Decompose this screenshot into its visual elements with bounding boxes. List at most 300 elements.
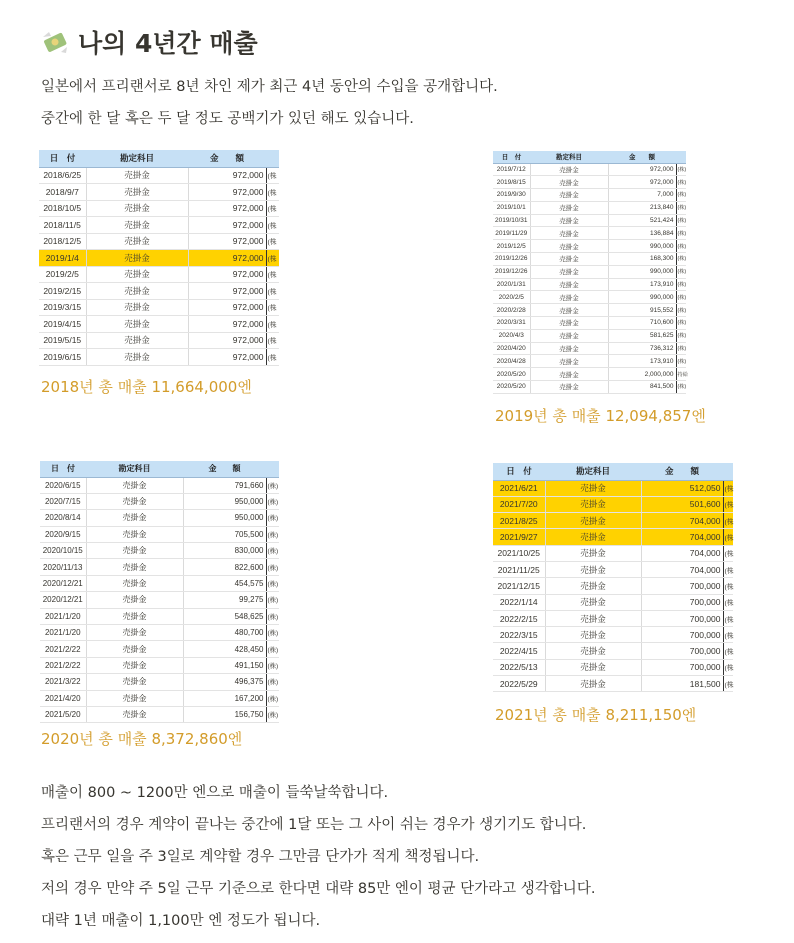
cell-account: 売掛金: [530, 265, 608, 278]
cell-date: 2018/6/25: [39, 167, 86, 184]
table-row: [493, 643, 733, 659]
cell-client: (株): [266, 706, 279, 722]
cell-account: 売掛金: [530, 317, 608, 330]
cell-date: 2022/2/15: [493, 610, 545, 626]
cell-amount: 972,000: [188, 200, 266, 217]
cell-amount: 950,000: [183, 493, 266, 509]
cell-account: 売掛金: [86, 200, 188, 217]
cell-client: (株): [266, 657, 279, 673]
intro-paragraph-1: 일본에서 프리랜서로 8년 차인 제가 최근 4년 동안의 수입을 공개합니다.: [41, 79, 498, 95]
table-row: [40, 674, 279, 690]
table-row: [493, 513, 733, 529]
cell-account: 売掛金: [530, 278, 608, 291]
table-row: [493, 529, 733, 545]
intro-paragraph-2: 중간에 한 달 혹은 두 달 정도 공백기가 있던 해도 있습니다.: [41, 111, 414, 127]
cell-client: (株): [266, 493, 279, 509]
cell-date: 2021/8/25: [493, 513, 545, 529]
table-row: [493, 545, 733, 561]
cell-account: 売掛金: [530, 227, 608, 240]
cell-amount: 136,884: [608, 227, 676, 240]
table-row: [39, 266, 279, 283]
table-row: [40, 641, 279, 657]
cell-amount: 496,375: [183, 674, 266, 690]
cell-date: 2021/1/20: [40, 608, 86, 624]
table-row: [39, 217, 279, 234]
table-row: [493, 659, 733, 675]
cell-client: (株): [266, 641, 279, 657]
cell-client: (株): [676, 265, 686, 278]
total-caption-2020: 2020년 총 매출 8,372,860엔: [41, 730, 243, 748]
cell-amount: 700,000: [641, 659, 723, 675]
cell-account: 売掛金: [530, 329, 608, 342]
table-row: [40, 559, 279, 575]
cell-amount: 972,000: [188, 184, 266, 201]
cell-account: 売掛金: [86, 526, 183, 542]
cell-amount: 173,910: [608, 355, 676, 368]
cell-account: 売掛金: [86, 233, 188, 250]
cell-amount: 972,000: [188, 167, 266, 184]
table-row: [493, 368, 686, 381]
cell-date: 2019/4/15: [39, 316, 86, 333]
cell-account: 売掛金: [86, 674, 183, 690]
table-row: [40, 690, 279, 706]
cell-amount: 704,000: [641, 561, 723, 577]
ledger-table: [493, 463, 733, 692]
cell-account: 売掛金: [86, 217, 188, 234]
table-row: [40, 493, 279, 509]
table-row: [493, 304, 686, 317]
header-date: 日 付: [40, 461, 86, 477]
cell-amount: 830,000: [183, 543, 266, 559]
ledger-table: [39, 150, 279, 366]
cell-amount: 822,600: [183, 559, 266, 575]
cell-client: (株: [723, 594, 733, 610]
cell-client: (株: [266, 184, 279, 201]
cell-account: 売掛金: [545, 545, 641, 561]
cell-account: 売掛金: [86, 493, 183, 509]
table-row: [493, 201, 686, 214]
cell-account: 売掛金: [545, 627, 641, 643]
cell-account: 売掛金: [530, 163, 608, 176]
cell-amount: 990,000: [608, 265, 676, 278]
cell-date: 2019/2/5: [39, 266, 86, 283]
table-row: [40, 625, 279, 641]
cell-date: 2019/10/31: [493, 214, 530, 227]
cell-client: (株): [676, 214, 686, 227]
header-account: 勘定科目: [86, 461, 183, 477]
cell-date: 2020/8/14: [40, 510, 86, 526]
table-row: [493, 265, 686, 278]
table-row: [493, 355, 686, 368]
cell-amount: 700,000: [641, 594, 723, 610]
table-row: [40, 477, 279, 493]
money-with-wings-icon: [40, 27, 70, 57]
cell-date: 2021/6/21: [493, 480, 545, 496]
cell-date: 2020/5/20: [493, 381, 530, 394]
cell-date: 2022/4/15: [493, 643, 545, 659]
table-row: [493, 163, 686, 176]
cell-date: 2020/4/28: [493, 355, 530, 368]
cell-account: 売掛金: [86, 510, 183, 526]
table-row: [39, 283, 279, 300]
page-title: 나의 4년간 매출: [78, 29, 258, 58]
cell-date: 2020/11/13: [40, 559, 86, 575]
table-row: [493, 240, 686, 253]
cell-client: (株: [723, 513, 733, 529]
cell-account: 売掛金: [86, 332, 188, 349]
cell-client: 持給: [676, 368, 686, 381]
cell-amount: 700,000: [641, 578, 723, 594]
header-date: 日 付: [493, 151, 530, 163]
cell-client: (株: [266, 316, 279, 333]
table-row: [40, 543, 279, 559]
cell-date: 2019/1/4: [39, 250, 86, 267]
cell-date: 2021/2/22: [40, 641, 86, 657]
cell-amount: 791,660: [183, 477, 266, 493]
cell-amount: 700,000: [641, 610, 723, 626]
cell-date: 2020/4/20: [493, 342, 530, 355]
cell-account: 売掛金: [545, 480, 641, 496]
cell-amount: 705,500: [183, 526, 266, 542]
cell-client: (株: [723, 676, 733, 692]
cell-account: 売掛金: [545, 643, 641, 659]
cell-client: (株: [266, 250, 279, 267]
cell-amount: 181,500: [641, 676, 723, 692]
cell-account: 売掛金: [545, 676, 641, 692]
cell-date: 2021/2/22: [40, 657, 86, 673]
table-row: [493, 176, 686, 189]
header-amount: 金 額: [641, 463, 723, 480]
table-row: [40, 592, 279, 608]
cell-account: 売掛金: [530, 342, 608, 355]
header-account: 勘定科目: [545, 463, 641, 480]
total-caption-2019: 2019년 총 매출 12,094,857엔: [495, 407, 706, 425]
cell-client: (株: [723, 578, 733, 594]
cell-account: 売掛金: [530, 214, 608, 227]
cell-date: 2022/1/14: [493, 594, 545, 610]
cell-amount: 213,840: [608, 201, 676, 214]
table-row: [493, 291, 686, 304]
cell-account: 売掛金: [545, 561, 641, 577]
cell-date: 2020/4/3: [493, 329, 530, 342]
table-row: [40, 657, 279, 673]
table-row: [39, 316, 279, 333]
cell-date: 2019/5/15: [39, 332, 86, 349]
cell-amount: 972,000: [188, 299, 266, 316]
cell-amount: 2,000,000: [608, 368, 676, 381]
cell-client: (株: [266, 349, 279, 366]
cell-client: (株): [266, 477, 279, 493]
table-row: [493, 627, 733, 643]
cell-account: 売掛金: [86, 575, 183, 591]
cell-date: 2020/9/15: [40, 526, 86, 542]
cell-amount: 704,000: [641, 529, 723, 545]
table-row: [493, 496, 733, 512]
cell-date: 2019/9/30: [493, 189, 530, 202]
cell-amount: 704,000: [641, 513, 723, 529]
cell-amount: 156,750: [183, 706, 266, 722]
cell-account: 売掛金: [530, 176, 608, 189]
cell-amount: 972,000: [188, 233, 266, 250]
cell-account: 売掛金: [86, 167, 188, 184]
cell-client: (株): [266, 575, 279, 591]
cell-amount: 972,000: [188, 332, 266, 349]
cell-date: 2022/5/29: [493, 676, 545, 692]
cell-client: (株): [266, 674, 279, 690]
cell-date: 2020/2/28: [493, 304, 530, 317]
cell-client: (株: [266, 332, 279, 349]
cell-amount: 491,150: [183, 657, 266, 673]
outro-paragraph-3: 혹은 근무 일을 주 3일로 계약할 경우 그만큼 단가가 적게 책정됩니다.: [41, 849, 480, 865]
cell-client: (株: [266, 283, 279, 300]
cell-amount: 480,700: [183, 625, 266, 641]
cell-client: (株: [723, 627, 733, 643]
table-row: [493, 480, 733, 496]
cell-amount: 972,000: [188, 217, 266, 234]
table-row: [39, 200, 279, 217]
table-row: [493, 610, 733, 626]
ledger-screenshot-2021: [493, 463, 733, 693]
cell-account: 売掛金: [86, 690, 183, 706]
cell-amount: 512,050: [641, 480, 723, 496]
cell-amount: 972,000: [188, 266, 266, 283]
table-row: [493, 594, 733, 610]
cell-amount: 7,000: [608, 189, 676, 202]
cell-client: (株): [676, 329, 686, 342]
cell-date: 2021/4/20: [40, 690, 86, 706]
cell-date: 2019/10/1: [493, 201, 530, 214]
cell-account: 売掛金: [545, 610, 641, 626]
table-row: [493, 676, 733, 692]
cell-client: (株): [676, 381, 686, 394]
header-account: 勘定科目: [530, 151, 608, 163]
cell-date: 2019/7/12: [493, 163, 530, 176]
cell-amount: 700,000: [641, 643, 723, 659]
cell-client: (株: [266, 167, 279, 184]
cell-account: 売掛金: [545, 496, 641, 512]
cell-amount: 521,424: [608, 214, 676, 227]
cell-client: (株: [723, 496, 733, 512]
cell-date: 2021/11/25: [493, 561, 545, 577]
cell-client: (株: [723, 480, 733, 496]
cell-client: (株: [723, 643, 733, 659]
cell-client: (株: [266, 266, 279, 283]
table-row: [39, 167, 279, 184]
table-row: [39, 299, 279, 316]
ledger-screenshot-2020: [40, 461, 279, 720]
cell-amount: 990,000: [608, 291, 676, 304]
cell-amount: 710,600: [608, 317, 676, 330]
cell-account: 売掛金: [530, 368, 608, 381]
cell-date: 2021/1/20: [40, 625, 86, 641]
ledger-table: [493, 151, 686, 394]
cell-client: (株): [266, 592, 279, 608]
cell-account: 売掛金: [545, 594, 641, 610]
cell-date: 2020/2/5: [493, 291, 530, 304]
cell-date: 2020/3/31: [493, 317, 530, 330]
cell-date: 2019/8/15: [493, 176, 530, 189]
table-row: [493, 342, 686, 355]
cell-client: (株: [723, 561, 733, 577]
cell-client: (株): [676, 201, 686, 214]
cell-account: 売掛金: [530, 291, 608, 304]
table-row: [40, 510, 279, 526]
cell-account: 売掛金: [545, 659, 641, 675]
cell-client: (株): [676, 304, 686, 317]
cell-account: 売掛金: [530, 253, 608, 266]
cell-client: (株: [723, 529, 733, 545]
cell-amount: 841,500: [608, 381, 676, 394]
cell-date: 2020/12/21: [40, 575, 86, 591]
ledger-screenshot-2019: [493, 151, 686, 393]
cell-date: 2021/12/15: [493, 578, 545, 594]
cell-amount: 915,552: [608, 304, 676, 317]
cell-client: (株): [266, 625, 279, 641]
table-row: [39, 184, 279, 201]
table-row: [493, 227, 686, 240]
cell-account: 売掛金: [86, 625, 183, 641]
cell-amount: 700,000: [641, 627, 723, 643]
cell-date: 2019/3/15: [39, 299, 86, 316]
cell-account: 売掛金: [86, 641, 183, 657]
page-title-row: [40, 22, 258, 62]
cell-date: 2018/12/5: [39, 233, 86, 250]
cell-client: (株): [676, 163, 686, 176]
total-caption-2018: 2018년 총 매출 11,664,000엔: [41, 378, 252, 396]
cell-date: 2019/6/15: [39, 349, 86, 366]
total-caption-2021: 2021년 총 매출 8,211,150엔: [495, 706, 697, 724]
cell-account: 売掛金: [86, 283, 188, 300]
cell-date: 2021/9/27: [493, 529, 545, 545]
cell-date: 2020/7/15: [40, 493, 86, 509]
table-row: [40, 706, 279, 722]
cell-amount: 173,910: [608, 278, 676, 291]
cell-client: (株: [266, 217, 279, 234]
table-row: [493, 317, 686, 330]
cell-account: 売掛金: [86, 608, 183, 624]
header-amount: 金 額: [608, 151, 676, 163]
cell-amount: 454,575: [183, 575, 266, 591]
cell-account: 売掛金: [530, 304, 608, 317]
cell-amount: 428,450: [183, 641, 266, 657]
cell-account: 売掛金: [545, 513, 641, 529]
outro-paragraph-4: 저의 경우 만약 주 5일 근무 기준으로 한다면 대략 85만 엔이 평균 단가라고 생각합니다.: [41, 881, 596, 897]
cell-amount: 972,000: [608, 176, 676, 189]
cell-amount: 972,000: [188, 283, 266, 300]
cell-account: 売掛金: [86, 184, 188, 201]
cell-date: 2020/5/20: [493, 368, 530, 381]
table-row: [493, 578, 733, 594]
cell-amount: 972,000: [188, 250, 266, 267]
table-row: [493, 561, 733, 577]
cell-client: (株: [723, 659, 733, 675]
cell-account: 売掛金: [530, 240, 608, 253]
header-date: 日 付: [493, 463, 545, 480]
cell-account: 売掛金: [530, 381, 608, 394]
cell-account: 売掛金: [86, 543, 183, 559]
cell-account: 売掛金: [86, 266, 188, 283]
cell-date: 2019/11/29: [493, 227, 530, 240]
cell-client: (株): [676, 291, 686, 304]
cell-amount: 167,200: [183, 690, 266, 706]
outro-paragraph-5: 대략 1년 매출이 1,100만 엔 정도가 됩니다.: [41, 913, 321, 929]
cell-date: 2021/10/25: [493, 545, 545, 561]
cell-date: 2020/12/21: [40, 592, 86, 608]
cell-client: (株): [676, 317, 686, 330]
outro-paragraph-2: 프리랜서의 경우 계약이 끝나는 중간에 1달 또는 그 사이 쉬는 경우가 생기기도 합니다.: [41, 817, 587, 833]
ledger-table: [40, 461, 279, 723]
cell-amount: 990,000: [608, 240, 676, 253]
cell-date: 2018/9/7: [39, 184, 86, 201]
cell-date: 2019/12/26: [493, 265, 530, 278]
cell-client: (株): [676, 355, 686, 368]
cell-account: 売掛金: [86, 316, 188, 333]
cell-client: (株): [266, 510, 279, 526]
cell-client: (株): [676, 227, 686, 240]
cell-amount: 972,000: [188, 316, 266, 333]
header-date: 日 付: [39, 150, 86, 167]
cell-date: 2020/1/31: [493, 278, 530, 291]
cell-client: (株): [676, 342, 686, 355]
cell-account: 売掛金: [530, 189, 608, 202]
cell-account: 売掛金: [86, 299, 188, 316]
cell-client: (株: [266, 299, 279, 316]
header-amount: 金 額: [183, 461, 266, 477]
ledger-screenshot-2018: [39, 150, 279, 363]
cell-date: 2022/3/15: [493, 627, 545, 643]
header-account: 勘定科目: [86, 150, 188, 167]
cell-account: 売掛金: [86, 477, 183, 493]
cell-date: 2018/10/5: [39, 200, 86, 217]
cell-client: (株: [266, 233, 279, 250]
cell-account: 売掛金: [86, 250, 188, 267]
cell-date: 2021/7/20: [493, 496, 545, 512]
cell-client: (株): [676, 189, 686, 202]
cell-date: 2019/12/5: [493, 240, 530, 253]
cell-amount: 950,000: [183, 510, 266, 526]
table-row: [39, 233, 279, 250]
table-row: [40, 608, 279, 624]
table-row: [493, 214, 686, 227]
cell-account: 売掛金: [545, 578, 641, 594]
cell-amount: 581,625: [608, 329, 676, 342]
cell-client: (株): [676, 176, 686, 189]
cell-client: (株: [723, 610, 733, 626]
outro-paragraph-1: 매출이 800 ~ 1200만 엔으로 매출이 들쑥날쑥합니다.: [41, 785, 389, 801]
table-row: [40, 575, 279, 591]
cell-client: (株: [266, 200, 279, 217]
table-row: [40, 526, 279, 542]
table-row: [39, 349, 279, 366]
cell-account: 売掛金: [530, 201, 608, 214]
cell-amount: 972,000: [608, 163, 676, 176]
cell-date: 2021/3/22: [40, 674, 86, 690]
cell-client: (株): [676, 253, 686, 266]
cell-account: 売掛金: [86, 349, 188, 366]
table-row: [493, 189, 686, 202]
cell-client: (株): [676, 278, 686, 291]
cell-date: 2019/2/15: [39, 283, 86, 300]
cell-date: 2022/5/13: [493, 659, 545, 675]
cell-account: 売掛金: [86, 559, 183, 575]
table-row: [493, 329, 686, 342]
cell-amount: 501,600: [641, 496, 723, 512]
cell-amount: 168,300: [608, 253, 676, 266]
cell-client: (株): [676, 240, 686, 253]
cell-client: (株): [266, 559, 279, 575]
cell-amount: 548,625: [183, 608, 266, 624]
table-row: [493, 278, 686, 291]
